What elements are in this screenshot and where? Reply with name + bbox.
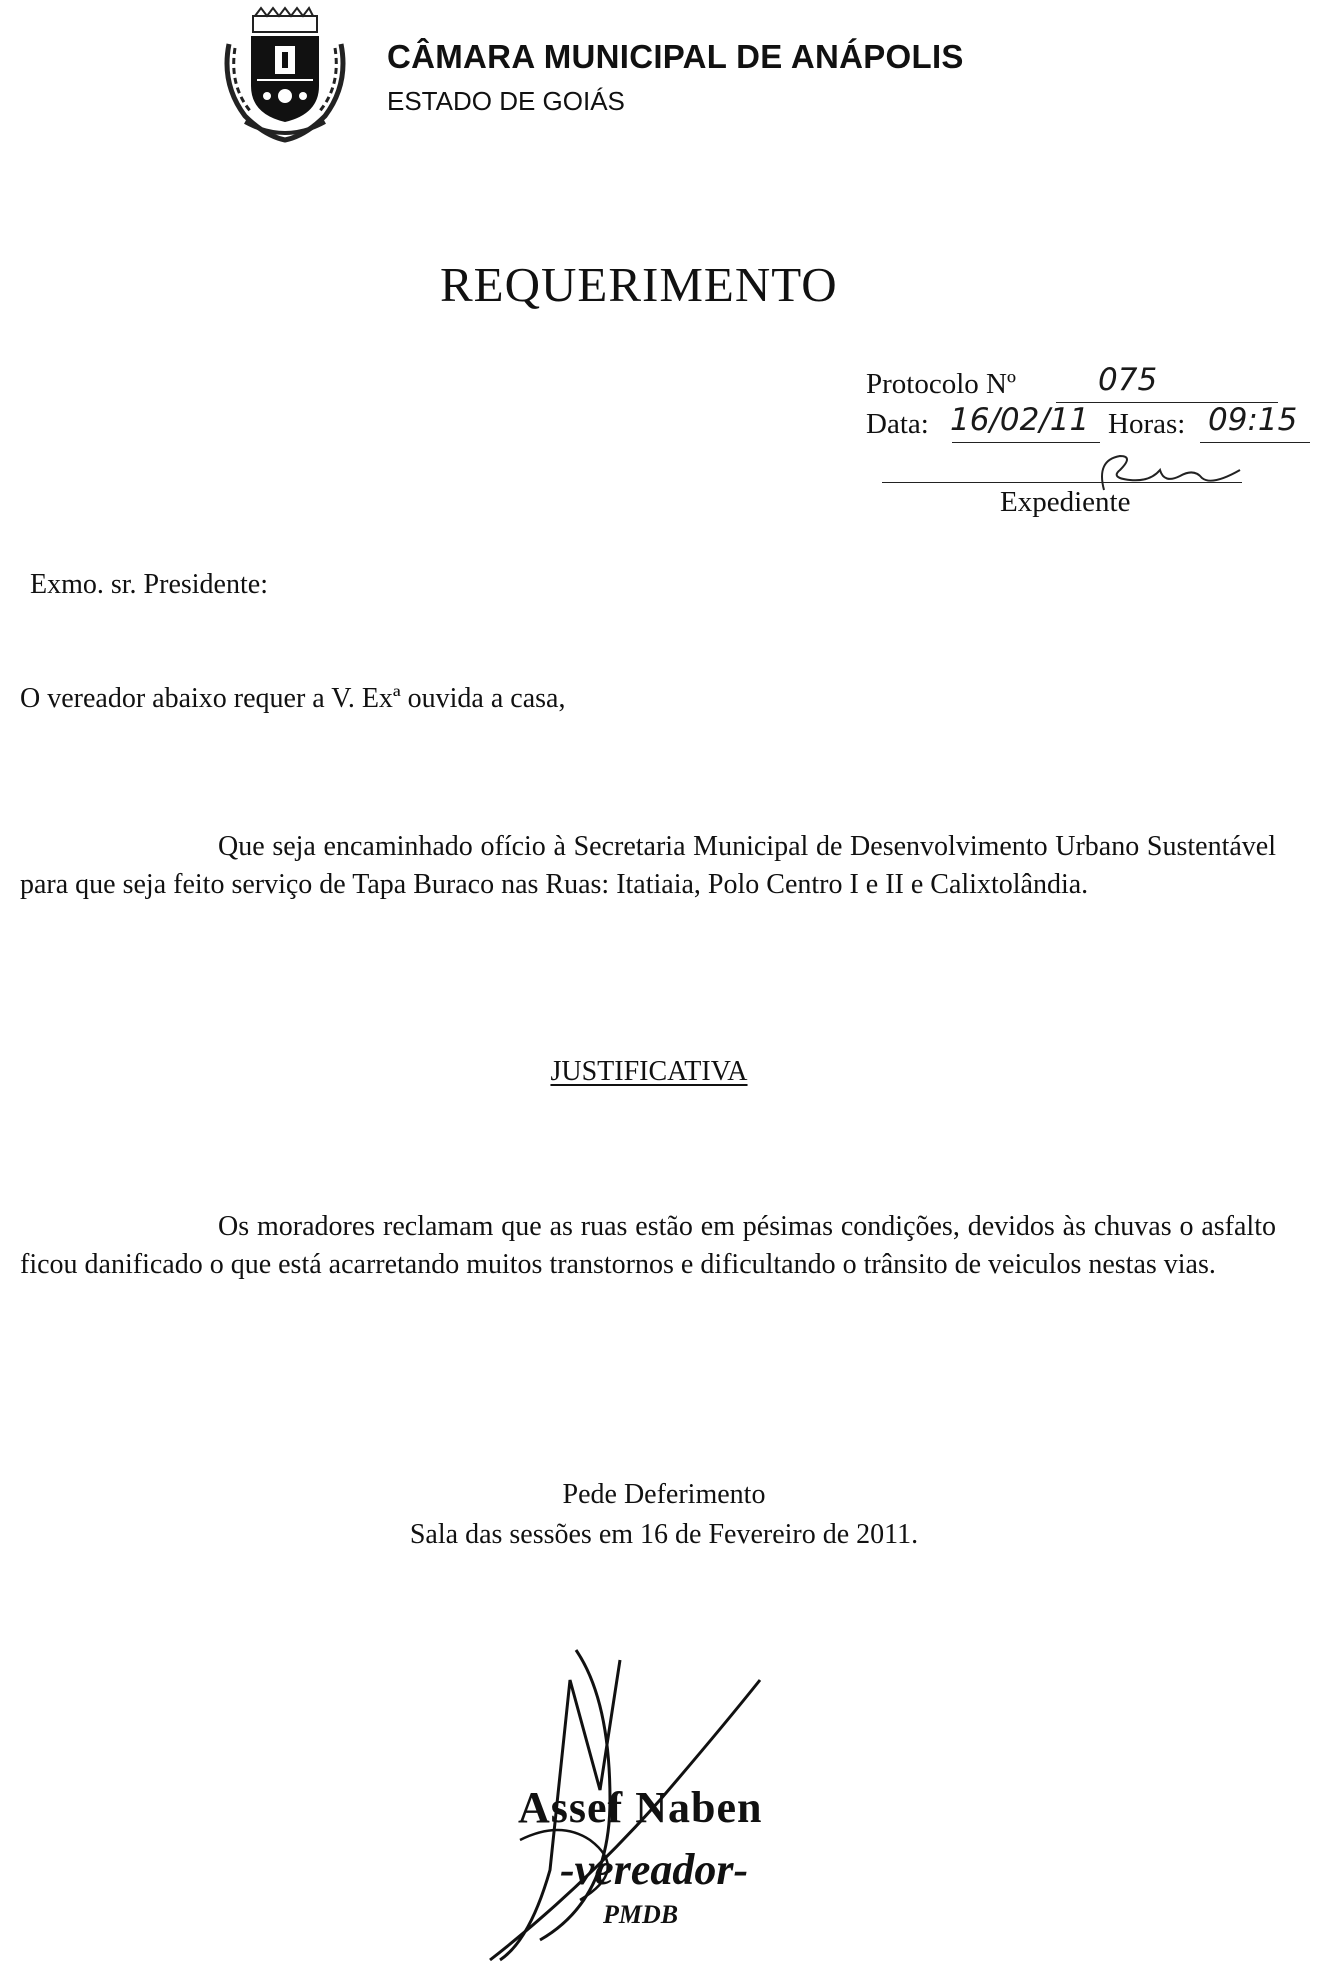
signatory-role: -vereador- bbox=[560, 1845, 749, 1894]
organization-name: CÂMARA MUNICIPAL DE ANÁPOLIS bbox=[387, 38, 964, 75]
protocol-stamp bbox=[860, 362, 1320, 528]
request-text: Que seja encaminhado ofício à Secretaria Municipal de Desenvolvimento Urbano Sustentável para que seja feito serviço de Tapa Buraco nas Ruas: Itatiaia, Polo Centro I e II e Calixtolândia. bbox=[20, 831, 1276, 900]
hours-label: Horas: bbox=[1108, 408, 1186, 440]
justification-title-text: JUSTIFICATIVA bbox=[550, 1056, 748, 1087]
expediente-label: Expediente bbox=[1000, 486, 1131, 518]
justification-title bbox=[0, 1056, 1298, 1088]
request-paragraph bbox=[20, 828, 1276, 904]
closing-request: Pede Deferimento bbox=[562, 1479, 766, 1510]
justification-text: Os moradores reclamam que as ruas estão em pésimas condições, devidos às chuvas o asfalto ficou danificado o que está acarretando muitos transtornos e dificultando o trânsito de veiculos nestas vias. bbox=[20, 1211, 1276, 1280]
municipal-crest-logo bbox=[215, 4, 355, 144]
signatory-name: Assef Naben bbox=[518, 1783, 763, 1832]
intro-text: O vereador abaixo requer a V. Exª ouvida a casa, bbox=[20, 683, 566, 714]
salutation: Exmo. sr. Presidente: bbox=[30, 569, 268, 600]
closing-location-date: Sala das sessões em 16 de Fevereiro de 2011. bbox=[409, 1519, 919, 1550]
protocol-label: Protocolo Nº bbox=[866, 368, 1016, 400]
justification-paragraph bbox=[20, 1208, 1276, 1284]
signatory-party: PMDB bbox=[603, 1900, 679, 1929]
date-label: Data: bbox=[866, 408, 929, 440]
protocol-number: 075 bbox=[1098, 362, 1158, 398]
hours-value: 09:15 bbox=[1208, 402, 1298, 438]
document-title: REQUERIMENTO bbox=[440, 257, 838, 312]
date-value: 16/02/11 bbox=[950, 402, 1090, 438]
organization-state: ESTADO DE GOIÁS bbox=[387, 86, 625, 116]
